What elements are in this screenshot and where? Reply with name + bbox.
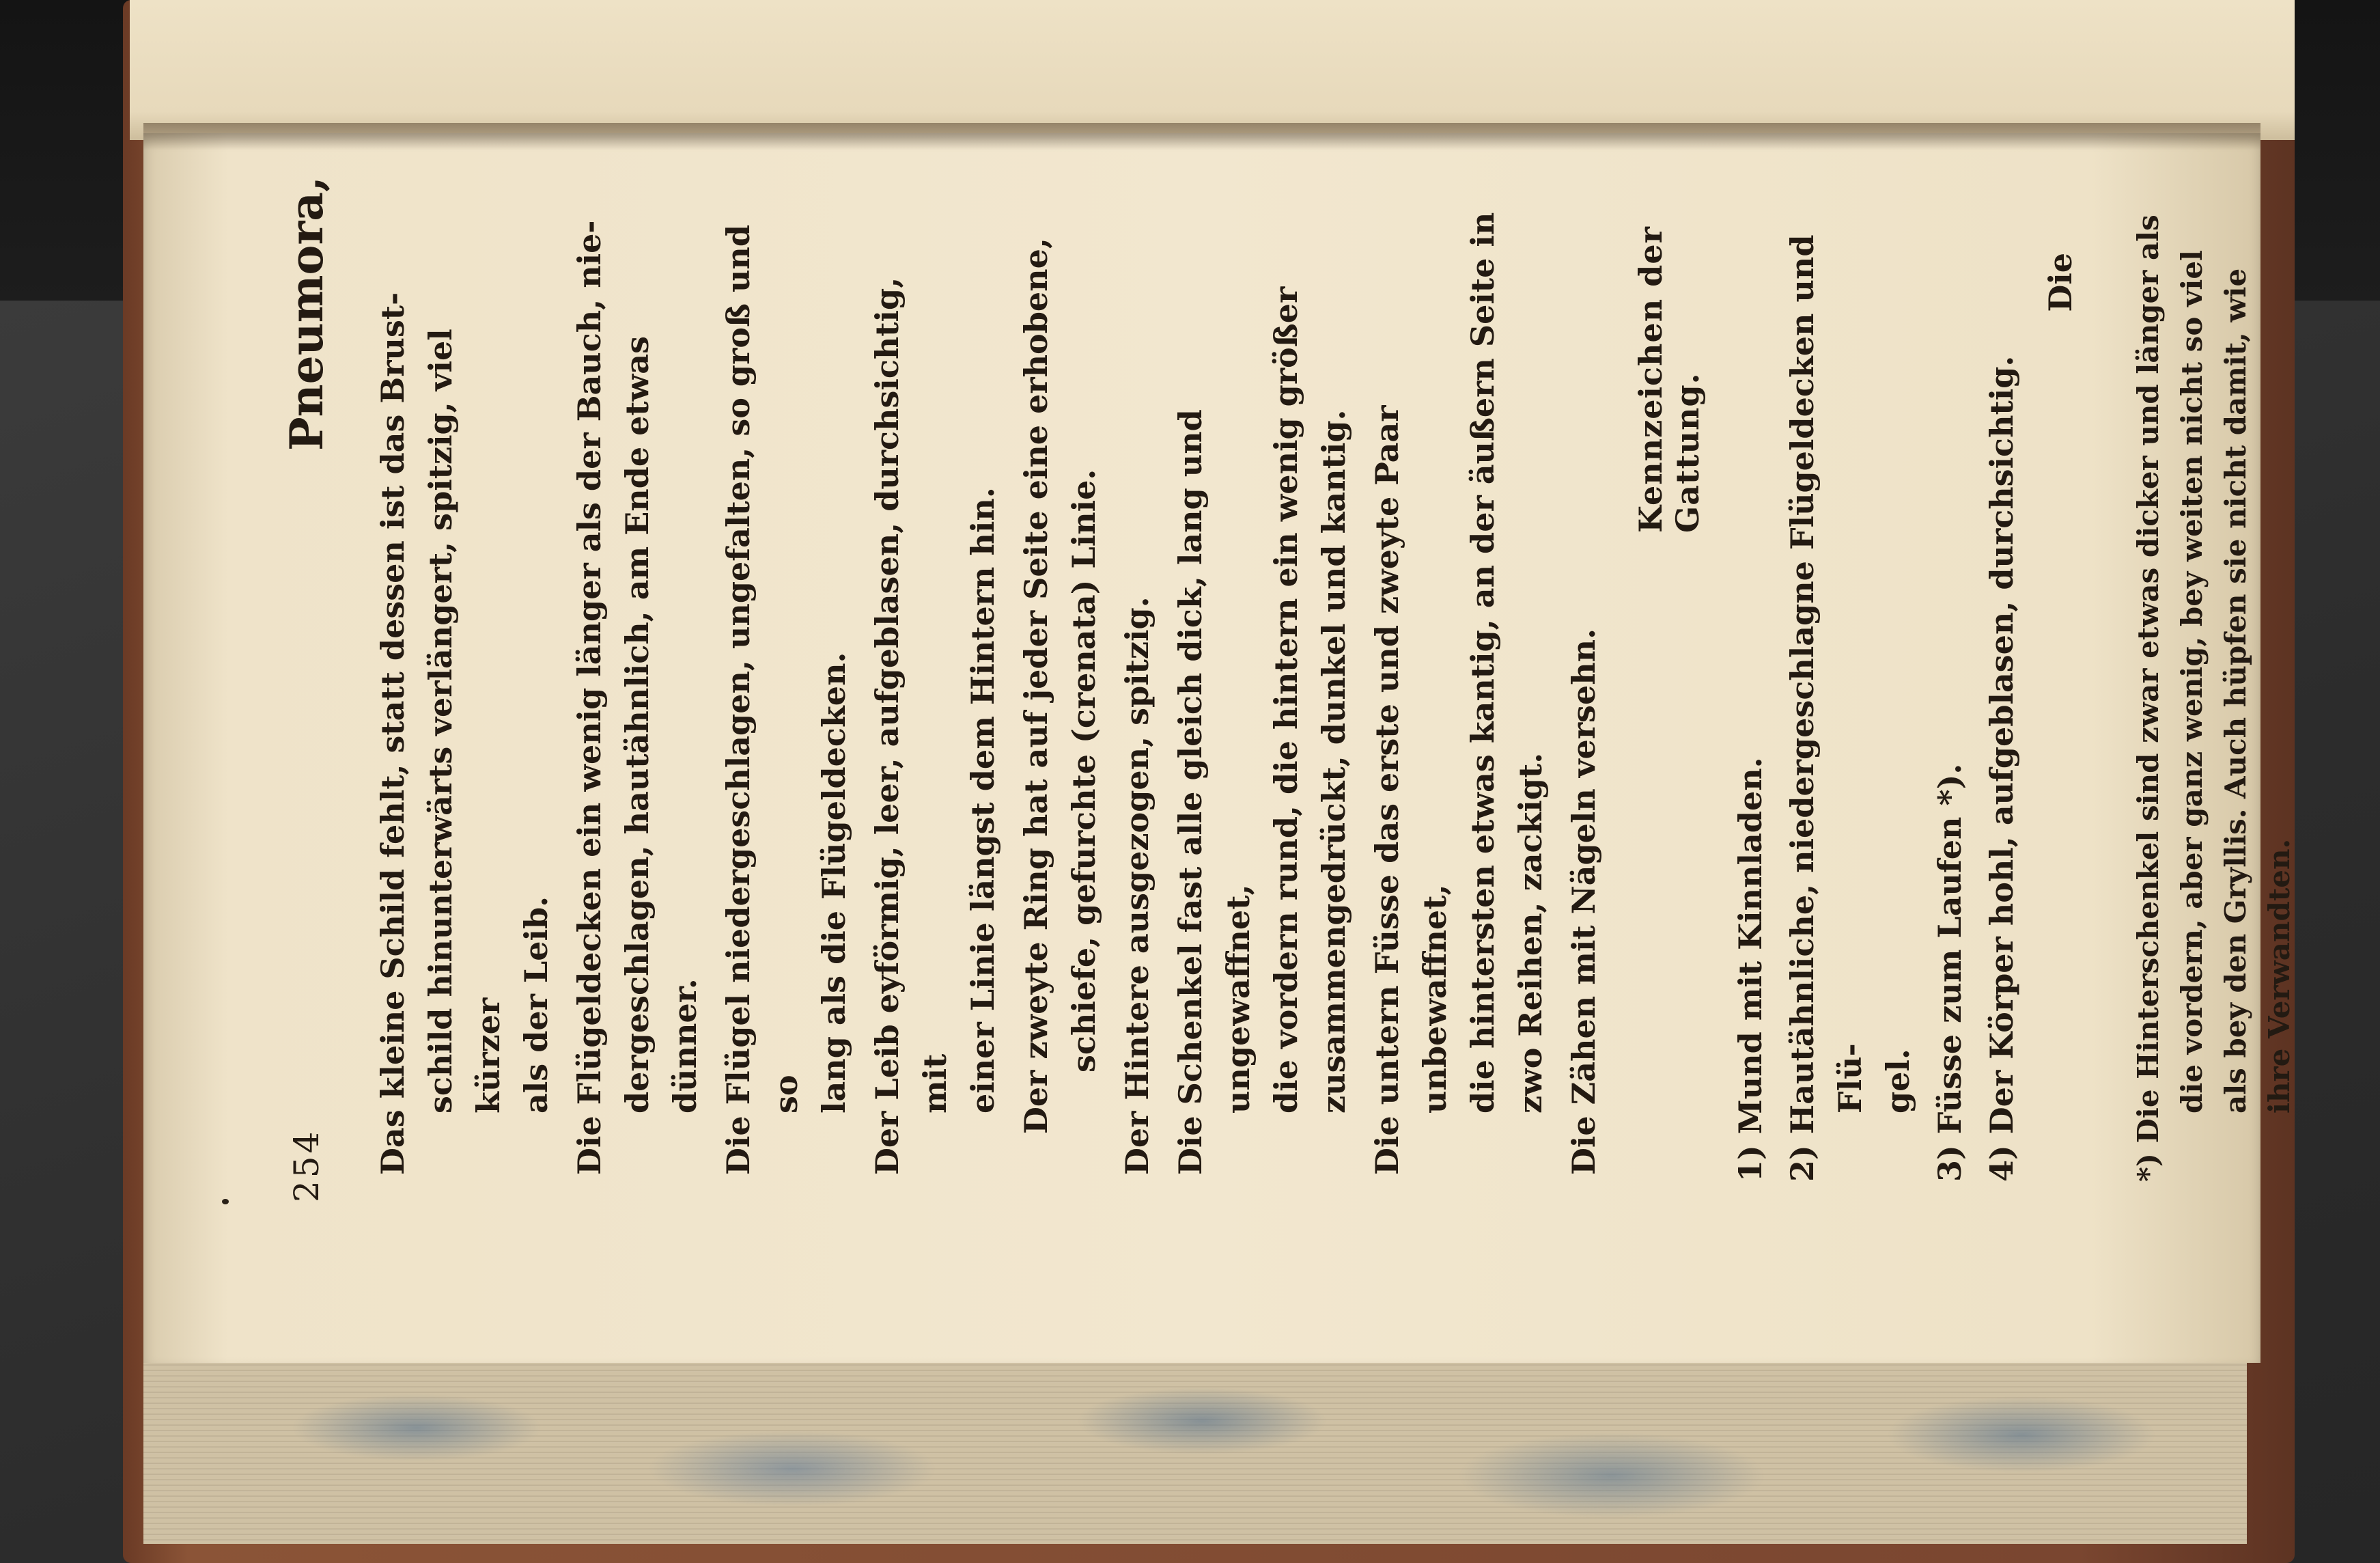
facing-page: [130, 0, 2295, 140]
page-content: [280, 176, 2329, 1202]
paragraph: Das kleine Schild fehlt, statt dessen ist das Brust- schild hinunterwärts verlängert, spitzig, viel kürzer als der Leib.: [374, 292, 555, 1175]
spine-shadow: [143, 123, 2260, 150]
list-item: 1) Mund mit Kinnladen.: [1732, 757, 1769, 1182]
paragraph: Die untern Füsse das erste und zweyte Paar unbewaffnet, die hintersten etwas kantig, an der äußern Seite in zwo Reihen, zackigt.: [1369, 212, 1549, 1175]
running-title: Pneumora,: [280, 176, 333, 451]
paragraph: Die Schenkel fast alle gleich dick, lang und ungewaffnet, die vordern rund, die hintern ein wenig größer zusammengedrückt, dunkel und kantig.: [1172, 286, 1352, 1175]
list-item: 2) Hautähnliche, niedergeschlagne Flügeldecken und Flü- gel.: [1784, 234, 1916, 1182]
paragraph: Die Zähen mit Nägeln versehn.: [1565, 628, 1602, 1175]
paragraph: Der Hintere ausgezogen, spitzig.: [1119, 596, 1156, 1175]
paragraph: Die Flügeldecken ein wenig länger als der Bauch, nie- dergeschlagen, hautähnlich, am Ende etwas dünner.: [571, 220, 703, 1175]
marbled-edge: [143, 1366, 2247, 1537]
list-item: 3) Füsse zum Laufen *).: [1931, 763, 1968, 1182]
section-heading: Kennzeichen der Gattung.: [1632, 226, 1706, 533]
paragraph: Die Flügel niedergeschlagen, ungefalten, so groß und so lang als die Flügeldecken.: [720, 224, 852, 1175]
page-number: 254: [287, 1129, 326, 1202]
facing-page-text: [130, 0, 2295, 140]
ink-spot: [222, 1199, 229, 1204]
catchword: Die: [2042, 253, 2079, 312]
footnote: *) Die Hinterschenkel sind zwar etwas dicker und länger als die vordern, aber ganz wenig, bey weiten nicht so viel als bey den Gryllis. Auch hüpfen sie nicht damit, wie ihre Verwandten.: [2131, 215, 2296, 1182]
paragraph: Der Leib eyförmig, leer, aufgeblasen, durchsichtig, mit einer Linie längst dem Hintern hin.: [869, 277, 1001, 1175]
page-header: [280, 176, 369, 1202]
list-item: 4) Der Körper hohl, aufgeblasen, durchsichtig.: [1983, 355, 2020, 1182]
paragraph: Der zweyte Ring hat auf jeder Seite eine erhobene, schiefe, gefurchte (crenata) Linie.: [1018, 238, 1102, 1134]
